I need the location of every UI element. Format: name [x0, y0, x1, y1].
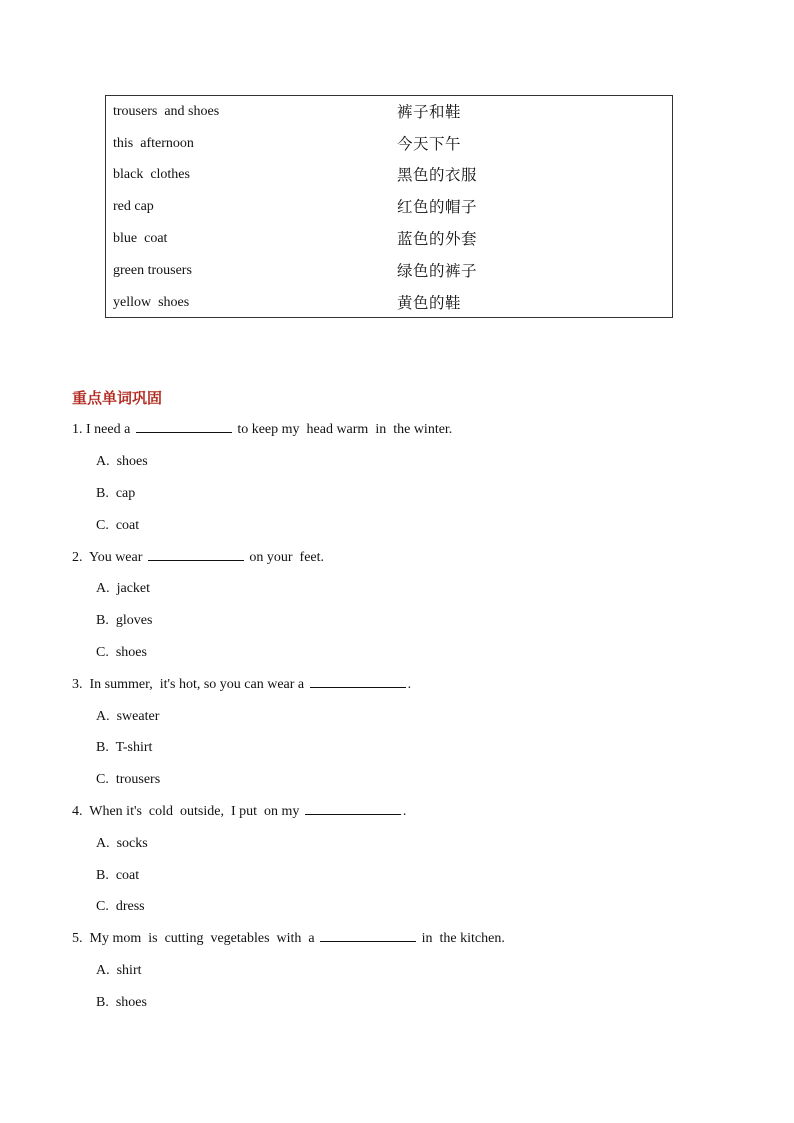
question-text: to keep my head warm in the winter. [233, 422, 453, 437]
vocab-table [105, 95, 673, 318]
vocab-row [106, 191, 672, 223]
question-3 [72, 673, 411, 697]
vocab-chinese: 裤子和鞋 [397, 103, 462, 121]
question-text: on your feet. [245, 550, 325, 565]
option-3c[interactable]: C. trousers [96, 772, 161, 787]
question-4 [72, 800, 406, 824]
option-2b[interactable]: B. gloves [96, 613, 153, 628]
option-4c[interactable]: C. dress [96, 899, 145, 914]
option-1b[interactable]: B. cap [96, 486, 136, 501]
question-text: 2. You wear [72, 550, 146, 565]
option-3a[interactable]: A. sweater [96, 709, 160, 724]
vocab-row [106, 255, 672, 287]
option-3b[interactable]: B. T-shirt [96, 740, 153, 755]
question-2 [72, 546, 324, 570]
vocab-chinese: 蓝色的外套 [397, 230, 478, 248]
vocab-english: this afternoon [113, 136, 194, 151]
question-text: in the kitchen. [418, 931, 505, 946]
question-text: 3. In summer, it's hot, so you can wear a [72, 677, 308, 692]
option-2c[interactable]: C. shoes [96, 645, 147, 660]
option-5b[interactable]: B. shoes [96, 995, 147, 1010]
vocab-row [106, 128, 672, 160]
vocab-chinese: 黄色的鞋 [397, 294, 462, 312]
vocab-row [106, 96, 672, 128]
vocab-row [106, 223, 672, 255]
answer-blank[interactable] [305, 800, 401, 815]
answer-blank[interactable] [310, 673, 406, 688]
answer-blank[interactable] [148, 546, 244, 561]
vocab-row [106, 287, 672, 319]
vocab-english: trousers and shoes [113, 104, 220, 119]
vocab-english: green trousers [113, 263, 192, 278]
question-5 [72, 927, 505, 951]
option-1a[interactable]: A. shoes [96, 454, 148, 469]
vocab-english: yellow shoes [113, 295, 190, 310]
option-2a[interactable]: A. jacket [96, 581, 151, 596]
vocab-english: black clothes [113, 167, 190, 182]
question-1 [72, 418, 452, 442]
question-text: 5. My mom is cutting vegetables with a [72, 931, 319, 946]
question-text: 1. I need a [72, 422, 134, 437]
option-4b[interactable]: B. coat [96, 868, 140, 883]
answer-blank[interactable] [136, 418, 232, 433]
answer-blank[interactable] [320, 927, 416, 942]
vocab-chinese: 绿色的裤子 [397, 262, 478, 280]
vocab-chinese: 黑色的衣服 [397, 166, 478, 184]
question-text: . [407, 677, 412, 692]
option-5a[interactable]: A. shirt [96, 963, 142, 978]
vocab-english: blue coat [113, 231, 168, 246]
vocab-english: red cap [113, 199, 154, 214]
question-text: . [402, 804, 407, 819]
option-1c[interactable]: C. coat [96, 518, 140, 533]
vocab-chinese: 今天下午 [397, 135, 462, 153]
vocab-chinese: 红色的帽子 [397, 198, 478, 216]
section-title: 重点单词巩固 [72, 389, 163, 407]
question-text: 4. When it's cold outside, I put on my [72, 804, 303, 819]
option-4a[interactable]: A. socks [96, 836, 148, 851]
vocab-row [106, 159, 672, 191]
